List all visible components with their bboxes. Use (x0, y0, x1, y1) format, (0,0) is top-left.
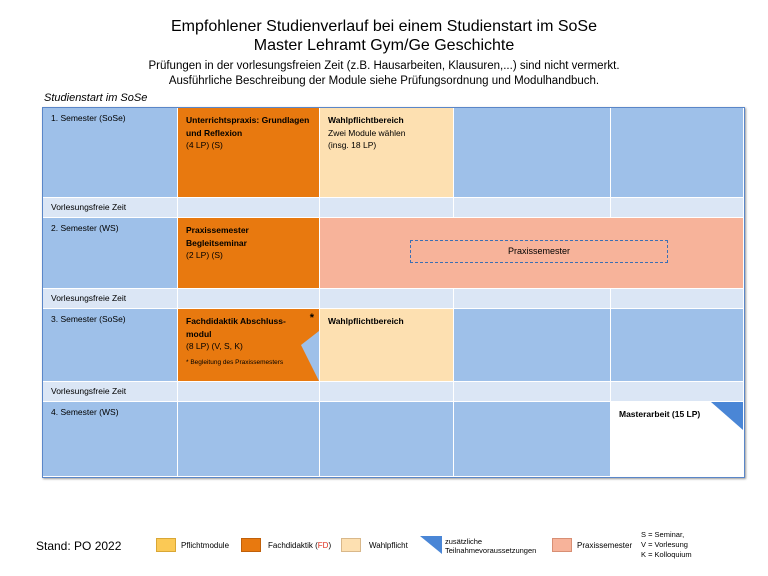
empty-cell (611, 382, 744, 402)
empty-cell (320, 289, 454, 309)
note-line-1: Prüfungen in der vorlesungsfreien Zeit (z.B. Hausarbeiten, Klausuren,...) sind nicht vermerkt. (148, 60, 620, 72)
empty-cell (178, 382, 320, 402)
praxissemester-label: Praxissemester (410, 240, 668, 263)
legend-zusatz-line1: zusätzliche (445, 537, 483, 546)
legend-label-fachdidaktik (268, 541, 331, 550)
study-plan-grid (42, 107, 745, 478)
module-masterarbeit (611, 402, 744, 477)
module-title: Wahlpflichtbereich (328, 316, 404, 326)
row-label-sem2: 2. Semester (WS) (43, 218, 178, 289)
page-title: Empfohlener Studienverlauf bei einem Studienstart im SoSe (170, 18, 597, 35)
module-praxissemester (320, 218, 744, 289)
module-title: Fachdidaktik Abschluss- (186, 316, 286, 326)
legend-abbreviations (641, 530, 692, 560)
module-detail: (8 LP) (V, S, K) (186, 341, 243, 351)
legend-label-pflicht: Pflichtmodule (181, 541, 230, 550)
empty-cell (454, 309, 611, 382)
empty-cell (611, 309, 744, 382)
empty-cell (320, 198, 454, 218)
page-subtitle: Master Lehramt Gym/Ge Geschichte (253, 37, 515, 54)
row-label-sem1: 1. Semester (SoSe) (43, 108, 178, 198)
row-label-free3: Vorlesungsfreie Zeit (43, 382, 178, 402)
abbr-vorlesung: V = Vorlesung (641, 540, 688, 549)
module-unterrichtspraxis (178, 108, 320, 198)
legend-label-praxis: Praxissemester (577, 541, 633, 550)
row-label-sem3: 3. Semester (SoSe) (43, 309, 178, 382)
module-detail: (2 LP) (S) (186, 250, 223, 260)
row-label-free2: Vorlesungsfreie Zeit (43, 289, 178, 309)
legend-swatch-pflicht (156, 538, 176, 552)
empty-cell (454, 289, 611, 309)
stand-label: Stand: PO 2022 (36, 539, 122, 553)
empty-cell (454, 198, 611, 218)
empty-cell (611, 289, 744, 309)
abbr-kolloquium: K = Kolloquium (641, 550, 692, 559)
empty-cell (611, 198, 744, 218)
module-detail: (4 LP) (S) (186, 140, 223, 150)
legend-swatch-wahlpflicht (341, 538, 361, 552)
prerequisite-corner-icon (301, 331, 319, 381)
empty-cell (454, 108, 611, 198)
empty-cell (178, 289, 320, 309)
module-note: * Begleitung des Praxissemesters (186, 358, 284, 366)
module-detail: Zwei Module wählen (328, 127, 406, 138)
legend-fd-abbr: FD (317, 541, 329, 550)
module-detail: (insg. 18 LP) (328, 140, 377, 150)
note-line-2: Ausführliche Beschreibung der Module siehe Prüfungsordnung und Modulhandbuch. (168, 75, 600, 87)
row-label-sem4: 4. Semester (WS) (43, 402, 178, 477)
module-wahlpflicht-1 (320, 108, 454, 198)
legend-prerequisite-icon (420, 536, 442, 554)
empty-cell (454, 402, 611, 477)
legend-label-zusatz (445, 537, 536, 555)
legend-label-wahlpflicht: Wahlpflicht (369, 541, 408, 550)
row-label-free1: Vorlesungsfreie Zeit (43, 198, 178, 218)
legend-fd-prefix: Fachdidaktik ( (268, 541, 318, 550)
legend-swatch-praxis (552, 538, 572, 552)
module-title: modul (186, 328, 212, 339)
asterisk-mark: * (309, 312, 314, 324)
empty-cell (454, 382, 611, 402)
empty-cell (320, 382, 454, 402)
module-title: Masterarbeit (15 LP) (619, 409, 701, 419)
module-title: Unterrichtspraxis: Grundlagen und Reflexion (186, 115, 310, 138)
module-praxissemester-begleitseminar (178, 218, 320, 289)
section-label: Studienstart im SoSe (44, 92, 148, 104)
empty-cell (320, 402, 454, 477)
module-title: Praxissemester (186, 225, 249, 235)
prerequisite-corner-icon (711, 402, 743, 430)
legend-swatch-fachdidaktik (241, 538, 261, 552)
module-wahlpflicht-2 (320, 309, 454, 382)
abbr-seminar: S = Seminar, (641, 530, 685, 539)
empty-cell (611, 108, 744, 198)
module-fachdidaktik-abschluss (178, 309, 320, 382)
empty-cell (178, 402, 320, 477)
legend-zusatz-line2: Teilnahmevoraussetzungen (445, 546, 537, 555)
module-title: Wahlpflichtbereich (328, 115, 404, 125)
module-title: Begleitseminar (186, 237, 247, 248)
empty-cell (178, 198, 320, 218)
legend-fd-suffix: ) (328, 541, 332, 550)
